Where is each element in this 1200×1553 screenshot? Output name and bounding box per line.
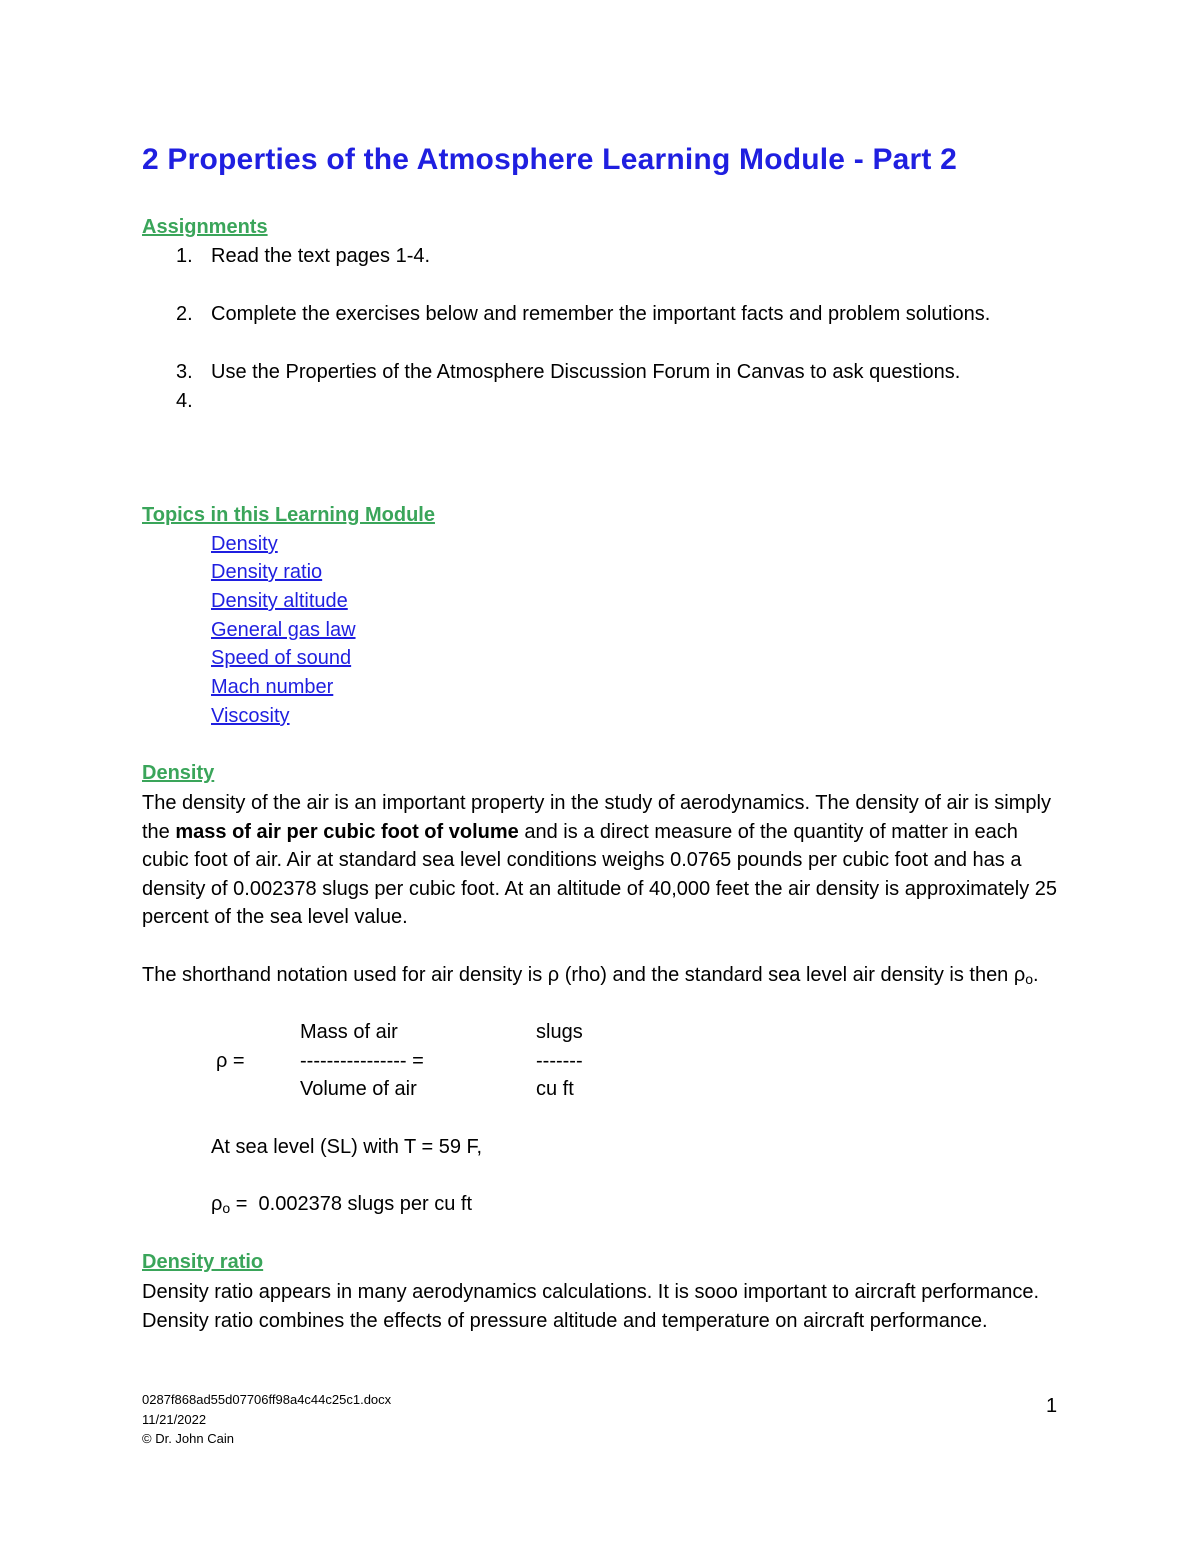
topic-link-density-altitude[interactable]: Density altitude bbox=[211, 590, 348, 612]
topics-heading: Topics in this Learning Module bbox=[142, 504, 435, 526]
formula-unit-divider: ------- bbox=[536, 1050, 583, 1072]
topic-link-general-gas-law[interactable]: General gas law bbox=[211, 619, 356, 641]
footer-date: 11/21/2022 bbox=[142, 1412, 207, 1427]
footer-filename: 0287f868ad55d07706ff98a4c44c25c1.docx bbox=[142, 1392, 392, 1407]
formula-unit-numerator: slugs bbox=[536, 1021, 583, 1043]
topic-link-density-ratio[interactable]: Density ratio bbox=[211, 561, 323, 583]
assignment-number: 2. bbox=[176, 303, 193, 325]
assignment-item: Complete the exercises below and remember the important facts and problem solutions. bbox=[211, 303, 991, 325]
assignment-item: Read the text pages 1-4. bbox=[211, 245, 431, 267]
sea-level-density-value: $\rho_o = 0.002378$ slugs per cu ft bbox=[211, 1193, 473, 1216]
assignment-number: 3. bbox=[176, 361, 193, 383]
assignment-item: Use the Properties of the Atmosphere Discussion Forum in Canvas to ask questions. bbox=[211, 361, 961, 383]
density-notation-paragraph: The shorthand notation used for air density is ρ (rho) and the standard sea level air density is then $\rho_o$. bbox=[142, 964, 1039, 987]
density-ratio-heading: Density ratio bbox=[142, 1251, 264, 1273]
formula-divider: ---------------- = bbox=[300, 1050, 424, 1072]
topic-link-mach-number[interactable]: Mach number bbox=[211, 676, 334, 698]
density-paragraph: The density of the air is an important property in the study of aerodynamics. The density of air is simply the mass of air per cubic foot of volume and is a direct measure of the quantity of matter in each cubic foot of air. Air at standard sea level conditions weighs 0.0765 pounds per cubic foot and has a density of 0.002378 slugs per cubic foot. At an altitude of 40,000 feet the air density is approximately 25 percent of the sea level value. bbox=[142, 792, 1058, 929]
formula-denominator: Volume of air bbox=[300, 1078, 417, 1100]
page-number: 1 bbox=[1046, 1395, 1058, 1417]
topic-link-density[interactable]: Density bbox=[211, 533, 278, 555]
density-heading: Density bbox=[142, 762, 215, 784]
topic-link-viscosity[interactable]: Viscosity bbox=[211, 705, 290, 727]
page-title: 2 Properties of the Atmosphere Learning Module - Part 2 bbox=[142, 143, 958, 176]
sea-level-condition: At sea level (SL) with T = 59 F, bbox=[211, 1136, 483, 1158]
density-ratio-paragraph: Density ratio appears in many aerodynamics calculations. It is sooo important to aircraft performance. Density ratio combines the effects of pressure altitude and temperature on aircraft performance. bbox=[142, 1281, 1040, 1332]
formula-numerator: Mass of air bbox=[300, 1021, 398, 1043]
formula-lhs: ρ = bbox=[216, 1050, 245, 1072]
formula-unit-denominator: cu ft bbox=[536, 1078, 574, 1100]
density-definition-bold: mass of air per cubic foot of volume bbox=[175, 820, 519, 843]
assignment-number: 1. bbox=[176, 245, 193, 267]
footer-copyright: © Dr. John Cain bbox=[142, 1431, 234, 1446]
assignment-number: 4. bbox=[176, 390, 193, 412]
assignments-heading: Assignments bbox=[142, 216, 268, 238]
topic-link-speed-of-sound[interactable]: Speed of sound bbox=[211, 647, 352, 669]
